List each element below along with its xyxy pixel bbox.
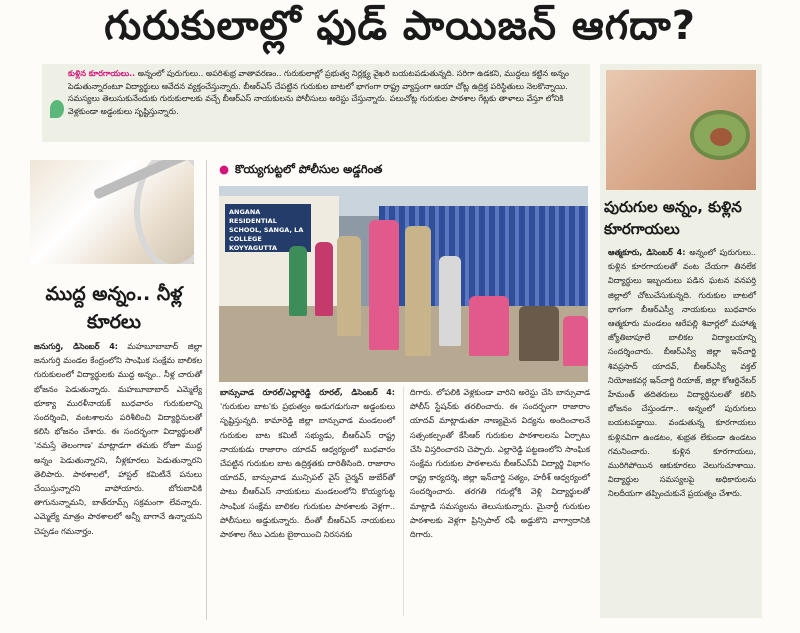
police-photo — [219, 186, 588, 382]
right-story-body — [608, 246, 756, 502]
left-story-subheading: ముద్ద అన్నం.. నీళ్ల కూరలు — [45, 283, 183, 333]
bullet-dot-icon: ● — [219, 162, 230, 176]
center-story-text-1: 'గురుకుల బాట'కు ప్రభుత్వం అడుగడుగునా అడ్డంకులు సృష్టిస్తున్నది. కామారెడ్డి జిల్లా బాన్సువాడ మండలంలో గురుకుల బాట కమిటీ సభ్యుడు, బీఆర్ఎస్ రాష్ట్ర నాయకుడు రాజారాం యాదవ్ ఆధ్వర్యంలో బుధవారం చేపట్టిన గురుకుల బాట ఉద్రిక్తతకు దారితీసింది. రాజారాం యాదవ్, బాన్సువాడ మున్సిపల్ వైస్ చైర్మన్ జుబేర్‌తో పాటు బీఆర్ఎస్ నాయకులు మండలంలోని కొయ్యగుట్ట సాంఘిక సంక్షేమ బాలికల గురుకుల పాఠశాలకు వెళ్లగా.. పోలీసులు అడ్డుకున్నారు. దీంతో బీఆర్ఎస్ నాయకులు పాఠశాల గేటు ఎదుట బైఠాయించి నిరసనకు — [220, 402, 395, 540]
lead-body: అన్నంలో పురుగులు.. అపరిశుభ్ర వాతావరణం.. గురుకులాల్లో ప్రభుత్వ నిర్లక్ష్య వైఖరి బయటపడుతున్నది. సరిగా ఉడకని, ముద్దలు కట్టిన అన్నం పెడుతున్నారంటూ విద్యార్థులు ఆవేదన వ్యక్తంచేస్తున్నారు. బీఆర్ఎస్ చేపట్టిన గురుకుల బాటలో భాగంగా రాష్ట్ర వ్యాప్తంగా ఆయా చోట్ల ఉద్రిక్త పరిస్థితులు నెలకొన్నాయి. సమస్యలు తెలుసుకునేందుకు గురుకులాలకు వచ్చే బీఆర్ఎస్ నాయకులను పోలీసులు అరెస్టు చేస్తున్నారు. పలుచోట్ల గురుకుల పాఠశాల గేట్లకు తాళాలు వేస్తూ లోనికి వెళ్లకుండా అడ్డంకులు సృష్టిస్తున్నారు. — [68, 69, 569, 116]
worms-photo — [606, 70, 756, 190]
center-story-column-2: దిగారు. లోపలికి వెళ్లకుండా వారిని అరెస్టు చేసి బాన్సువాడ పోలీస్ స్టేషన్‌కు తరలించారు. ఈ సందర్భంగా రాజారాం యాదవ్ మాట్లాడుతూ నాణ్యమైన విద్యను అందించాలనే సత్సంకల్పంతో కేసీఆర్ గురుకుల పాఠశాలలను ఏర్పాటు చేసి విస్తరించారని చెప్పారు. ఎల్లారెడ్డి పట్టణంలోని సాంఘిక సంక్షేమ గురుకుల పాఠశాలను బీఆర్ఎస్‌వీ విద్యార్థి విభాగం రాష్ట్ర కార్యదర్శి, జిల్లా ఇన్‌చార్జి సత్యం, హరీశ్ ఆధ్వర్యంలో సందర్శించారు. తరగతి గదుల్లోకి వెళ్లి విద్యార్థులతో మాట్లాడి సమస్యలను తెలుసుకున్నారు. మైనార్టీ గురుకుల పాఠశాలకు వెళ్లగా ప్రిన్సిపాల్ రఫీ అడ్డుకొని వాగ్వాదానికి దిగారు. — [410, 388, 590, 540]
center-story-column-1 — [220, 386, 395, 542]
leaf-icon — [50, 100, 64, 118]
left-story-dateline: జనుగుర్తి, డిసెంబర్ 4: — [34, 342, 118, 351]
right-story-subheading: పురుగుల అన్నం, కుళ్లిన కూరగాయలు — [604, 198, 742, 238]
rice-photo — [30, 160, 194, 264]
right-story-text: అన్నంలో పురుగులు.. కుళ్లిన కూరగాయలతో వంట చేయగా తినలేక విద్యార్థులు ఇబ్బందులు పడిన ఘటన వనపర్తి జిల్లాలో చోటుచేసుకున్నది. గురుకుల బాటలో భాగంగా బీఆర్ఎస్వీ నాయకులు బుధవారం ఆత్మకూరు మండలం ఆరేపల్లి శివార్లలో మహాత్మ జ్యోతిబాపూలే బాలికల విద్యాలయాన్ని సందర్శించారు. బీఆర్ఎస్వీ జిల్లా ఇన్‌చార్జి శివప్రసాద్ యాదవ్, బీఆర్ఎస్వీ వక్తల్ నియోజకవర్గ ఇన్‌చార్జి రియాజ్, జిల్లా కోఆర్డినేటర్ హేమంత్ తదితరులు విద్యార్థినులతో కలిసి భోజనం చేస్తుండగా.. అన్నంలో పురుగులు బయటపడ్డాయి. వండుతున్న కూరగాయలు కుళ్లినవిగా ఉండటం, శుభ్రత లేకుండా ఉండటం గమనించారు. కుళ్లిన కూరగాయలు, మురిగిపోయిన ఆకుకూరలు వెలుగుచూశాయి. విద్యార్థుల సమస్యలపై అధికారులను నిలదీయగా తప్పించుకునే ప్రయత్నం చేశారు. — [608, 248, 756, 499]
photo-caption-text: కొయ్యగుట్టలో పోలీసుల అడ్డగింత — [235, 162, 383, 176]
left-story-body — [34, 340, 202, 539]
center-story-dateline: బాన్సువాడ రూరల్/ఎల్లారెడ్డి రూరల్, డిసెంబర్ 4: — [220, 388, 395, 397]
right-story-dateline: ఆత్మకూరు, డిసెంబర్ 4: — [608, 248, 686, 257]
left-story-text: మహబూబాబాద్ జిల్లా జనుగుర్తి మండల కేంద్రంలోని సాంఘిక సంక్షేమ బాలికల గురుకులంలో విద్యార్థులకు ముద్ద అన్నం.. నీళ్ల చారుతో భోజనం పెడుతున్నారు. మహబూబాబాద్ ఎమ్మెల్యే భూక్యా మురళీనాయక్ బుధవారం గురుకులాన్ని సందర్శించి, వంటశాలను పరిశీలించి విద్యార్థినులతో కలిసి భోజనం చేశారు. ఈ సందర్భంగా విద్యార్థులతో 'నమస్తే తెలంగాణ' మాట్లాడగా తమకు రోజూ ముద్ద అన్నం పెడుతున్నారని, నీళ్లకూరలు పెడుతున్నారని తెలిపారు. పాఠశాలలో, హాస్టల్ కమిటీనే పనులు చేయిస్తున్నారని వాపోయారు. బోరుబావికి తాగునున్నామని, బాత్‌రూమ్స్ సక్రమంగా లేవన్నారు. ఎమ్మెల్యే మాత్రం పాఠశాలలో అన్నీ బాగానే ఉన్నాయని చెప్పడం గమనార్హం. — [34, 342, 202, 536]
lead-paragraph — [68, 68, 586, 118]
photo-caption — [219, 162, 588, 179]
headline: గురుకులాల్లో ఫుడ్ పాయిజన్ ఆగదా? — [104, 3, 696, 49]
column-divider — [403, 386, 404, 616]
lead-highlight: కుళ్లిన కూరగాయలు.. — [68, 69, 136, 78]
column-divider — [206, 160, 207, 620]
school-signboard: ANGANA RESIDENTIAL SCHOOL, SANGA, LA COLLEGE KOYYAGUTTA — [225, 204, 311, 252]
